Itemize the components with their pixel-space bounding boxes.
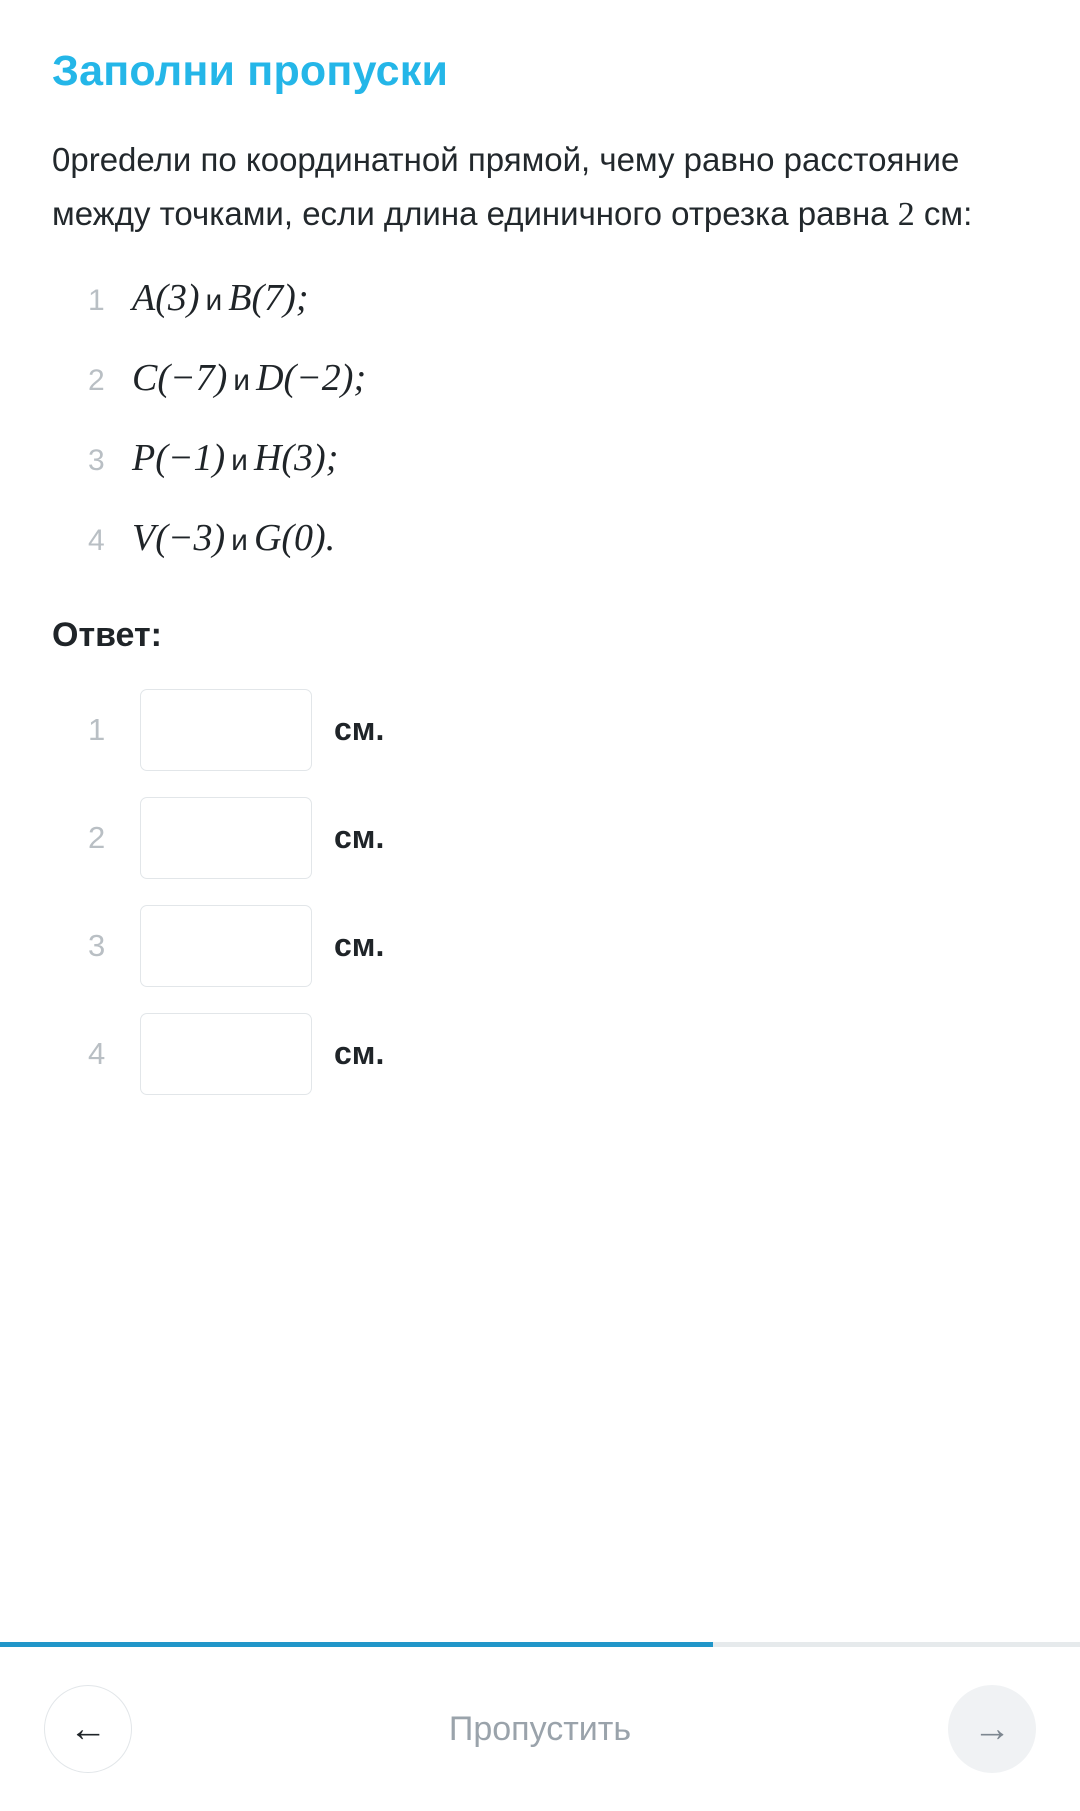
answer-number: 1 (88, 711, 106, 747)
answer-input-4[interactable] (140, 1013, 312, 1095)
item-expression (132, 356, 366, 400)
answer-number: 3 (88, 927, 106, 963)
item-expression-left: V(−3) (132, 516, 226, 559)
arrow-left-icon: ← (69, 1708, 107, 1751)
item-expression (132, 276, 308, 320)
answer-unit: см. (334, 927, 385, 964)
answer-input-3[interactable] (140, 905, 312, 987)
task-prompt (52, 133, 982, 242)
item-expression-right: D(−2); (256, 356, 367, 399)
item-expression-right: H(3); (253, 436, 339, 479)
task-prompt-value: 2 (897, 195, 915, 233)
answer-unit: см. (334, 1035, 385, 1072)
answer-row (52, 797, 1028, 879)
progress-bar-fill (0, 1642, 713, 1647)
answer-unit: см. (334, 711, 385, 748)
item-expression-right: G(0). (253, 516, 336, 559)
item-expression (132, 516, 335, 560)
answer-number: 4 (88, 1035, 106, 1071)
item-expression (132, 436, 338, 480)
item-expression-left: P(−1) (132, 436, 226, 479)
answer-row (52, 905, 1028, 987)
item-number: 4 (88, 523, 105, 557)
navigation-footer (0, 1647, 1080, 1811)
list-item (52, 276, 1028, 320)
item-conjunction: и (231, 523, 248, 557)
answer-input-1[interactable] (140, 689, 312, 771)
task-prompt-part2: см: (914, 194, 973, 232)
item-number: 3 (88, 443, 105, 477)
answer-unit: см. (334, 819, 385, 856)
skip-button[interactable]: Пропустить (443, 1709, 637, 1750)
content-spacer (0, 1381, 1080, 1642)
list-item (52, 516, 1028, 560)
task-item-list (52, 276, 1028, 560)
item-conjunction: и (205, 283, 223, 317)
answer-input-2[interactable] (140, 797, 312, 879)
task-prompt-part1: 0predели по координатной прямой, чему равно расстояние между точками, если длина единичного отрезка равна (52, 141, 960, 232)
item-number: 2 (88, 363, 105, 397)
arrow-right-icon: → (972, 1708, 1011, 1751)
answer-row (52, 1013, 1028, 1095)
item-conjunction: и (231, 443, 248, 477)
answer-section-label: Ответ: (52, 615, 162, 654)
item-number: 1 (88, 283, 105, 317)
back-button[interactable] (44, 1685, 132, 1773)
next-button[interactable] (948, 1685, 1036, 1773)
list-item (52, 436, 1028, 480)
list-item (52, 356, 1028, 400)
item-expression-right: B(7); (228, 276, 309, 319)
item-conjunction: и (233, 363, 251, 397)
answer-number: 2 (88, 819, 106, 855)
page-title: Заполни пропуски (52, 47, 449, 95)
item-expression-left: C(−7) (132, 356, 228, 399)
item-expression-left: A(3) (132, 276, 200, 319)
progress-bar (0, 1642, 1080, 1647)
answer-row (52, 689, 1028, 771)
